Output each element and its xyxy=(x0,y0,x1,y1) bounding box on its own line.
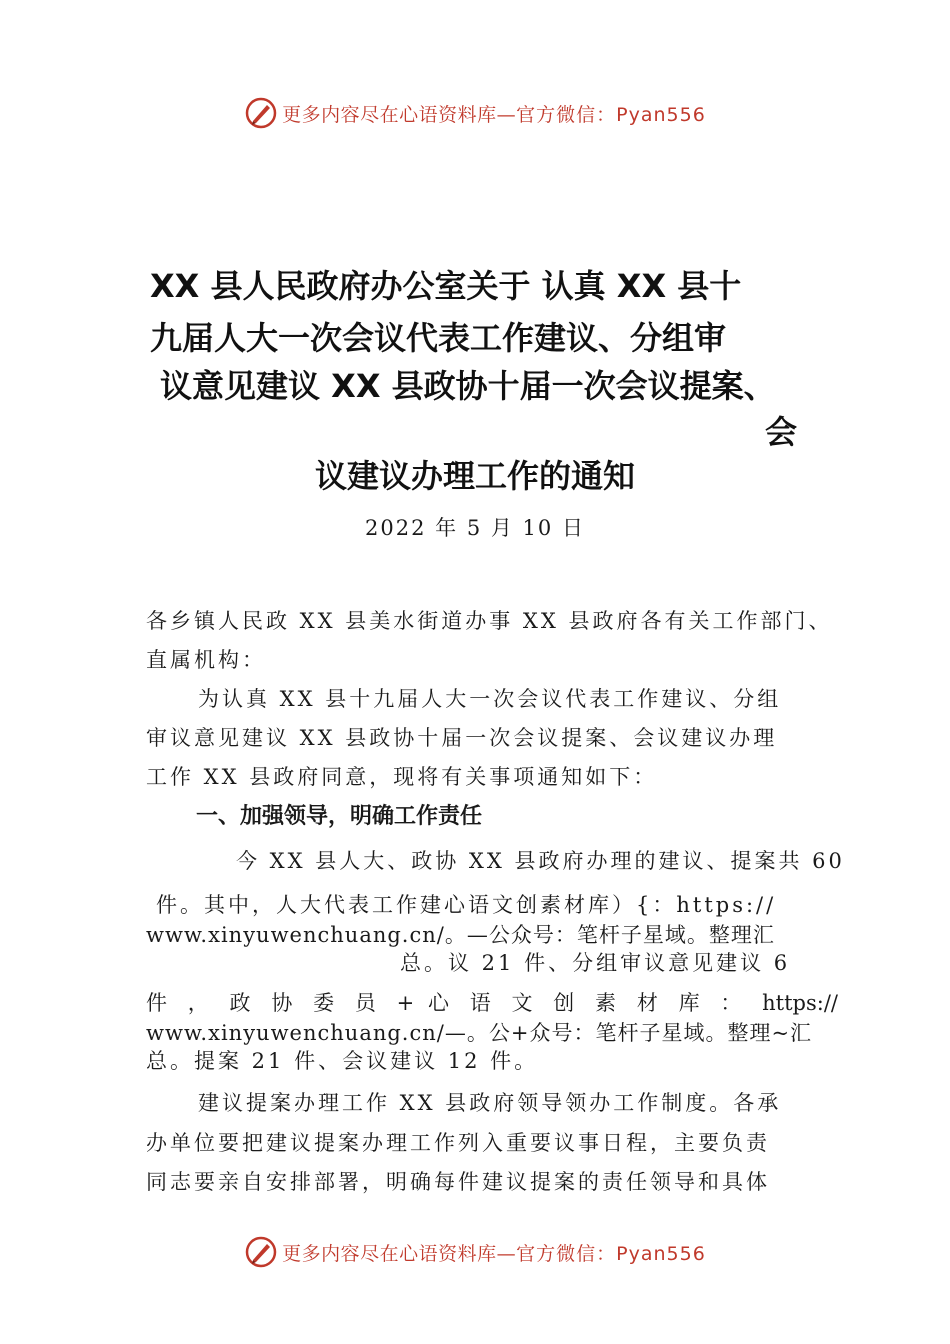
paragraph-line: 总。提案 21 件、会议建议 12 件。 xyxy=(146,1049,539,1073)
document-title-line-3: 议意见建议 XX 县政协十届一次会议提案、 xyxy=(160,367,776,405)
section-heading: 一、加强领导，明确工作责任 xyxy=(196,804,483,829)
paragraph-line: 建议提案办理工作 XX 县政府领导领办工作制度。各承 xyxy=(198,1091,782,1115)
pen-logo-icon xyxy=(244,96,278,130)
banner-wechat-text: 官方微信：Pyan556 xyxy=(516,1242,706,1265)
document-title-line-4: 会 xyxy=(765,413,798,451)
pen-logo-icon xyxy=(244,1235,278,1269)
document-title-line-1: XX 县人民政府办公室关于 认真 XX 县十 xyxy=(150,267,742,305)
paragraph-line: 总。议 21 件、分组审议意见建议 6 xyxy=(400,951,791,975)
paragraph-line: 为认真 XX 县十九届人大一次会议代表工作建议、分组 xyxy=(198,687,782,711)
paragraph-line: 件 ， 政 协 委 员 + 心 语 文 创 素 材 库 ： https:// xyxy=(146,991,838,1015)
paragraph-line: 办单位要把建议提案办理工作列入重要议事日程，主要负责 xyxy=(146,1131,770,1155)
paragraph-line: 同志要亲自安排部署，明确每件建议提案的责任领导和具体 xyxy=(146,1170,770,1194)
paragraph-line: 件。其中，人大代表工作建心语文创素材库）{：https:// xyxy=(156,893,777,917)
header-banner xyxy=(0,93,950,133)
addressee-line-2: 直属机构： xyxy=(146,648,266,672)
paragraph-line: www.xinyuwenchuang.cn/。—公众号：笔杆子星域。整理汇 xyxy=(146,923,775,947)
paragraph-line: 今 XX 县人大、政协 XX 县政府办理的建议、提案共 60 xyxy=(236,849,845,873)
banner-wechat-text: 官方微信：Pyan556 xyxy=(516,103,706,126)
document-title-line-2: 九届人大一次会议代表工作建议、分组审 xyxy=(150,319,727,357)
footer-banner xyxy=(0,1232,950,1272)
paragraph-line: 工作 XX 县政府同意，现将有关事项通知如下： xyxy=(146,765,658,789)
banner-promo-text: 更多内容尽在心语资料库— xyxy=(282,1242,517,1265)
banner-promo-text: 更多内容尽在心语资料库— xyxy=(282,103,517,126)
paragraph-line: www.xinyuwenchuang.cn/—。公+众号：笔杆子星域。整理~汇 xyxy=(146,1021,813,1045)
addressee-line-1: 各乡镇人民政 XX 县美水街道办事 XX 县政府各有关工作部门、 xyxy=(146,609,833,633)
paragraph-line: 审议意见建议 XX 县政协十届一次会议提案、会议建议办理 xyxy=(146,726,778,750)
document-title-line-5: 议建议办理工作的通知 xyxy=(314,457,635,495)
document-date: 2022 年 5 月 10 日 xyxy=(365,516,585,540)
